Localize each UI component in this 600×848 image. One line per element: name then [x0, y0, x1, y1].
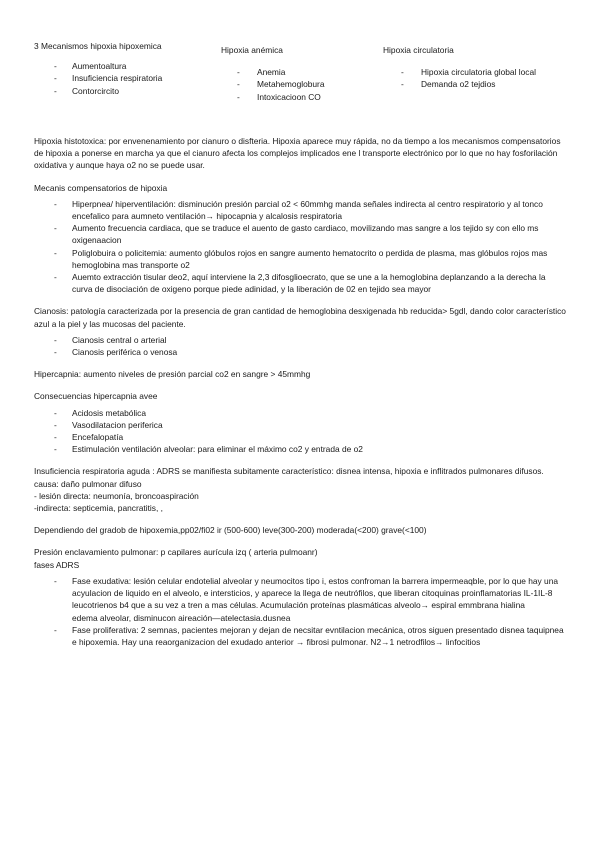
ira-paragraph: Insuficiencia respiratoria aguda : ADRS se manifiesta subitamente característico: disnea intensa, hipoxia e inflitrados pulmonares difusos. [34, 466, 544, 477]
bullet-dash: - [237, 67, 240, 78]
bullet-dash: - [54, 347, 57, 358]
list-item: - Aumentoaltura [54, 61, 127, 72]
fase-extra: edema alveolar, disminucon aireación—atelectasia.dusnea [72, 612, 291, 623]
consecuencias-heading: Consecuencias hipercapnia avee [34, 391, 158, 402]
ira-indirecta: -indirecta: septicemia, pancratitis, , [34, 503, 163, 514]
bullet-dash: - [54, 624, 57, 635]
fases-list [34, 575, 568, 648]
list-item: - Fase proliferativa: 2 semnas, pacientes mejoran y dejan de necsitar evntilacion mecánica, otros siguen presentado disnea taquipnea e hipoxemia. Hay una reaorganizacion del exudado anterior → fibrosi pulmonar. N2→1 netrodfilos→ linfocitios [54, 624, 564, 647]
bullet-dash: - [54, 419, 57, 430]
mecanismos-heading: 3 Mecanismos hipoxia hipoxemica [34, 41, 162, 51]
mecanismos-column [34, 40, 219, 97]
list-item: - Vasodilatacion periferica [54, 419, 163, 430]
bullet-dash: - [54, 85, 57, 96]
histotoxica-paragraph: Hipoxia histotoxica: por envenenamiento por cianuro o disfteria. Hipoxia aparece muy rápida, no da tiempo a los mecanismos compensatorios de hipoxia a ponerse en marcha ya que el cianuro afecta los complejos implicados ene l transporte electrónico por lo que no hay fosforilación oxidativa y aunque haya o2 no se puede usar. [34, 136, 561, 171]
bullet-dash: - [401, 67, 404, 78]
bullet-dash: - [54, 223, 57, 234]
anemica-list [221, 66, 381, 103]
grado-paragraph: Dependiendo del gradob de hipoxemia,pp02/fi02 ir (500-600) leve(300-200) moderada(<200) grave(<100) [34, 525, 427, 536]
bullet-dash: - [237, 79, 240, 90]
list-item: - Cianosis periférica o venosa [54, 347, 178, 358]
circulatoria-heading: Hipoxia circulatoria [383, 45, 454, 55]
presion-paragraph: Presión enclavamiento pulmonar: p capilares aurícula izq ( arteria pulmoanr) [34, 547, 318, 558]
ira-directa: - lesión directa: neumonía, broncoaspiración [34, 490, 199, 501]
compensatorios-list [34, 198, 568, 296]
list-item: - Poliglobuira o policitemia: aumento glóbulos rojos en sangre aumento hematocrito o perdida de plasma, mas glóbulos rojos mas hemoglobina mas transporte o2 [54, 247, 548, 270]
list-item: - Insuficiencia respiratoria [54, 73, 163, 84]
anemica-column [221, 44, 381, 103]
bullet-dash: - [54, 444, 57, 455]
list-item: - Demanda o2 tejdios [401, 79, 496, 90]
list-item: - Auemto extracción tisular deo2, aquí interviene la 2,3 difosglioecrato, que se une a la hemoglobina deplanzando a la derecha la curva de disociación de oxigeno porque piede adinidad, y la liberación de 02 en tejido sea mayor [54, 272, 546, 295]
list-item: - Metahemoglobura [237, 79, 325, 90]
circulatoria-column [383, 44, 563, 91]
mecanismos-list [34, 60, 219, 97]
list-item: - Acidosis metabólica [54, 407, 147, 418]
list-item: - Contorcircito [54, 85, 120, 96]
bullet-dash: - [54, 432, 57, 443]
bullet-dash: - [54, 198, 57, 209]
circulatoria-list [383, 66, 563, 90]
list-item: - Hiperpnea/ hiperventilación: disminución presión parcial o2 < 60mmhg manda señales indirecta al centro respiratorio y al tonco encefalico para aumneto ventilación→ hipocapnia y alcalosis respiratoria [54, 198, 543, 222]
list-item: - Cianosis central o arterial [54, 334, 167, 345]
bullet-dash: - [54, 61, 57, 72]
bullet-dash: - [54, 272, 57, 283]
list-item: - Anemia [237, 67, 286, 78]
list-item: - Fase exudativa: lesión celular endotelial alveolar y neumocitos tipo i, estos confroman la barrera impermeaqble, por lo que hay una acyulacion de liquido en el alveolo, e intersticios, y aparece la llega de neutrófilos, que liberan citoquinas proinflamatorias IL-1IL-8 leucotrienos b4 que a su vez a tren a mas células. Acumulación proteínas plasmáticas alveolo→ espiral emmbrana hialina edema alveolar, disminucon aireación—atelectasia.dusnea [54, 575, 559, 623]
list-item: - Aumento frecuencia cardiaca, que se traduce el auento de gasto cardiaco, movilizando mas sangre a los tejido sy con ello ms oxigenaacion [54, 223, 539, 246]
compensatorios-heading: Mecanis compensatorios de hipoxia [34, 182, 168, 193]
main-text [34, 135, 568, 648]
cianosis-list [34, 334, 568, 358]
ira-causa: causa: daño pulmonar difuso [34, 478, 142, 489]
list-item: - Encefalopatía [54, 432, 124, 443]
cianosis-paragraph: Cianosis: patología caracterizada por la presencia de gran cantidad de hemoglobina desxigenada hb reducida> 5gdl, dando color característico azul a la piel y las mucosas del paciente. [34, 306, 566, 329]
consecuencias-list [34, 407, 568, 456]
bullet-dash: - [401, 79, 404, 90]
bullet-dash: - [54, 407, 57, 418]
list-item: - Hipoxia circulatoria global local [401, 67, 536, 78]
bullet-dash: - [54, 247, 57, 258]
list-item: - Estimulación ventilación alveolar: para eliminar el máximo co2 y entrada de o2 [54, 444, 363, 455]
bullet-dash: - [237, 91, 240, 102]
bullet-dash: - [54, 334, 57, 345]
list-item: - Intoxicacioon CO [237, 91, 321, 102]
anemica-heading: Hipoxia anémica [221, 45, 283, 55]
fases-heading: fases ADRS [34, 559, 80, 570]
bullet-dash: - [54, 73, 57, 84]
hipercapnia-paragraph: Hipercapnia: aumento niveles de presión parcial co2 en sangre > 45mmhg [34, 369, 311, 380]
bullet-dash: - [54, 575, 57, 586]
